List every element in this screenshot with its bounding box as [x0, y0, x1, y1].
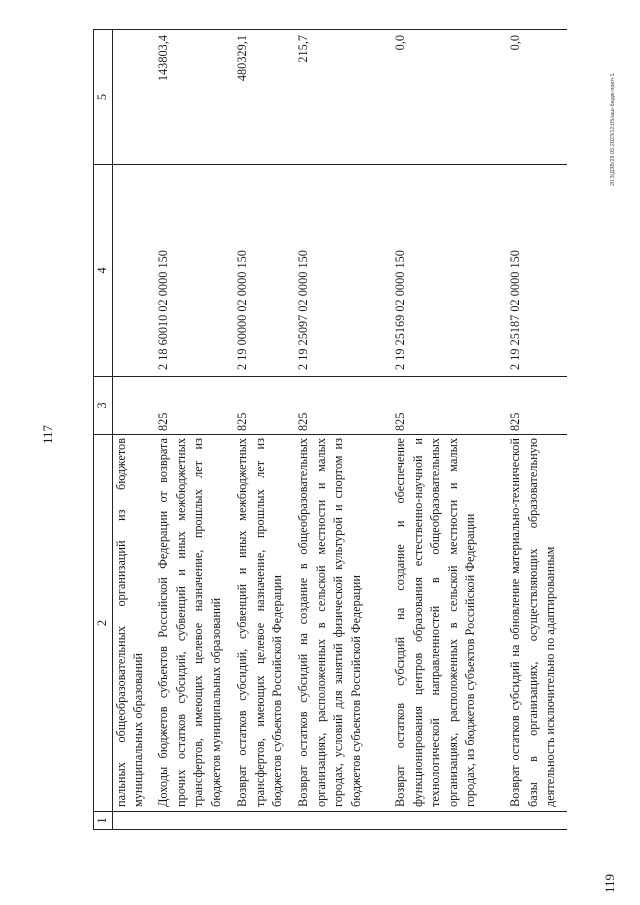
footer-document-code: 20.3/ДЗВ/29.05.2023/12:05/шш-бюдж-прил-1 [610, 73, 616, 186]
row-name: Возврат остатков субсидий на создание в общеобразовательных организациях, расположенных в сельской местности и малых городах, условий для занятий физической культурой и спортом из бюджетов субъектов Российской Федерации [295, 435, 392, 812]
row-code: 825 [507, 377, 567, 435]
table-row [234, 30, 295, 830]
row-value: 0,0 [507, 30, 567, 165]
row-kbk: 2 18 60010 02 0000 150 [155, 165, 234, 377]
footer-page-number: 119 [602, 873, 617, 893]
table-row [392, 30, 507, 830]
row-code [112, 377, 155, 435]
table-row [112, 30, 155, 830]
header-col-1: 1 [94, 812, 113, 830]
header-page-number: 117 [40, 424, 55, 444]
row-name: Доходы бюджетов субъектов Российской Федерации от возврата прочих остатков субсидий, субвенций и иных межбюджетных трансфертов, имеющих целевое назначение, прошлых лет из бюджетов муниципальных образований [155, 435, 234, 812]
row-value: 0,0 [392, 30, 507, 165]
header-col-4: 4 [94, 165, 113, 377]
table-row [295, 30, 392, 830]
row-code: 825 [295, 377, 392, 435]
row-kbk [112, 165, 155, 377]
row-kbk: 2 19 25169 02 0000 150 [392, 165, 507, 377]
row-name: Возврат остатков субсидий на обновление материально-технической базы в организациях, осуществляющих образовательную деятельность исключительно по адаптированным [507, 435, 567, 812]
table-header-row [94, 30, 113, 830]
table-row [507, 30, 567, 830]
budget-revenue-table [93, 29, 567, 830]
row-code: 825 [234, 377, 295, 435]
header-col-5: 5 [94, 30, 113, 165]
row-name: пальных общеобразовательных организаций из бюджетов муниципальных образований [112, 435, 155, 812]
rotated-table-area [93, 30, 563, 830]
row-kbk: 2 19 25187 02 0000 150 [507, 165, 567, 377]
row-value [112, 30, 155, 165]
row-value: 480329,1 [234, 30, 295, 165]
row-value: 215,7 [295, 30, 392, 165]
row-kbk: 2 19 00000 02 0000 150 [234, 165, 295, 377]
row-value: 143803,4 [155, 30, 234, 165]
table-row [155, 30, 234, 830]
row-code: 825 [392, 377, 507, 435]
header-col-3: 3 [94, 377, 113, 435]
row-name: Возврат остатков субсидий, субвенций и иных межбюджетных трансфертов, имеющих целевое назначение, прошлых лет из бюджетов субъектов Российской Федерации [234, 435, 295, 812]
header-col-2: 2 [94, 435, 113, 812]
row-code: 825 [155, 377, 234, 435]
row-name: Возврат остатков субсидий на создание и обеспечение функционирования центров образования естественно-научной и технологической направленностей в общеобразовательных организациях, расположенных в сельской местности и малых городах, из бюджетов субъектов Российской Федерации [392, 435, 507, 812]
row-kbk: 2 19 25097 02 0000 150 [295, 165, 392, 377]
